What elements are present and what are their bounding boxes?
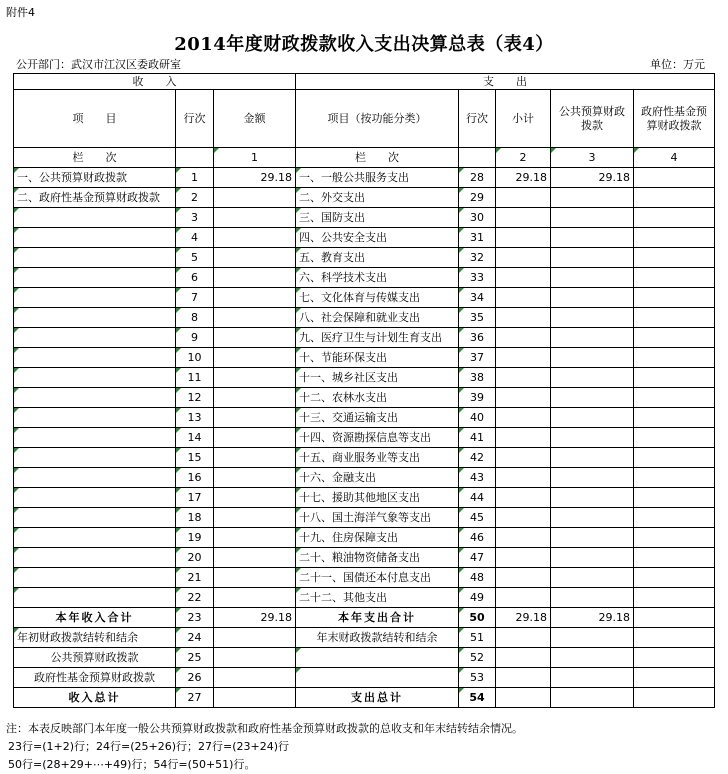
expense-public-budget-cell: [551, 468, 634, 488]
expense-line-cell: 51: [459, 628, 496, 648]
income-line-cell: 1: [176, 168, 214, 188]
expense-subtotal-cell: [496, 648, 551, 668]
expense-gov-fund-cell: [634, 548, 715, 568]
expense-subtotal-cell: [496, 588, 551, 608]
income-item-cell: [14, 488, 176, 508]
income-item-cell: 本年收入合计: [14, 608, 176, 628]
expense-subtotal-cell: [496, 408, 551, 428]
page-title: 2014年度财政拨款收入支出决算总表（表4）: [174, 34, 554, 55]
income-item-cell: 收入总计: [14, 688, 176, 708]
income-amount-cell: [214, 648, 296, 668]
income-amount-cell: [214, 668, 296, 688]
expense-line-cell: 39: [459, 388, 496, 408]
table-row: [14, 608, 715, 628]
expense-gov-fund-cell: [634, 308, 715, 328]
income-line-cell: 18: [176, 508, 214, 528]
expense-subtotal-cell: [496, 388, 551, 408]
expense-line-cell: 35: [459, 308, 496, 328]
income-item-cell: [14, 328, 176, 348]
expense-item-cell: 二十、粮油物资储备支出: [296, 548, 459, 568]
expense-public-budget-cell: [551, 308, 634, 328]
income-line-cell: 5: [176, 248, 214, 268]
income-section-header: 收 入: [14, 74, 296, 90]
income-line-cell: 21: [176, 568, 214, 588]
table-row: [14, 648, 715, 668]
income-line-cell: 9: [176, 328, 214, 348]
expense-gov-fund-cell: [634, 628, 715, 648]
col-header-amount: 金额: [214, 90, 296, 148]
table-row: [14, 588, 715, 608]
expense-line-cell: 34: [459, 288, 496, 308]
expense-gov-fund-cell: [634, 528, 715, 548]
expense-item-cell: 八、社会保障和就业支出: [296, 308, 459, 328]
expense-gov-fund-cell: [634, 268, 715, 288]
income-item-cell: [14, 308, 176, 328]
table-row: [14, 328, 715, 348]
expense-public-budget-cell: [551, 568, 634, 588]
table-row: [14, 428, 715, 448]
expense-subtotal-cell: 29.18: [496, 168, 551, 188]
expense-public-budget-cell: [551, 368, 634, 388]
income-item-cell: [14, 588, 176, 608]
note-line-3: 50行=(28+29+⋯+49)行；54行=(50+51)行。: [8, 758, 256, 771]
expense-gov-fund-cell: [634, 368, 715, 388]
col-header-gov-fund: 政府性基金预算财政拨款: [634, 90, 715, 148]
income-item-cell: [14, 208, 176, 228]
attachment-label: 附件4: [6, 6, 35, 19]
income-line-cell: 23: [176, 608, 214, 628]
expense-subtotal-cell: [496, 448, 551, 468]
expense-subtotal-cell: [496, 268, 551, 288]
expense-subtotal-cell: [496, 328, 551, 348]
expense-gov-fund-cell: [634, 448, 715, 468]
income-amount-cell: [214, 688, 296, 708]
income-item-cell: [14, 468, 176, 488]
expense-public-budget-cell: 29.18: [551, 608, 634, 628]
expense-subtotal-cell: [496, 508, 551, 528]
income-line-cell: 16: [176, 468, 214, 488]
table-notes: [6, 720, 523, 774]
expense-subtotal-cell: [496, 488, 551, 508]
expense-line-cell: 41: [459, 428, 496, 448]
expense-gov-fund-cell: [634, 488, 715, 508]
income-amount-cell: [214, 348, 296, 368]
expense-gov-fund-cell: [634, 168, 715, 188]
expense-item-cell: 年末财政拨款结转和结余: [296, 628, 459, 648]
income-amount-cell: [214, 528, 296, 548]
expense-line-cell: 48: [459, 568, 496, 588]
expense-public-budget-cell: 29.18: [551, 168, 634, 188]
expense-public-budget-cell: [551, 228, 634, 248]
table-row: [14, 668, 715, 688]
income-amount-cell: [214, 508, 296, 528]
expense-subtotal-cell: [496, 368, 551, 388]
expense-gov-fund-cell: [634, 428, 715, 448]
income-amount-cell: [214, 328, 296, 348]
table-row: [14, 548, 715, 568]
income-line-cell: 4: [176, 228, 214, 248]
income-amount-cell: [214, 428, 296, 448]
expense-item-cell: 十三、交通运输支出: [296, 408, 459, 428]
income-amount-cell: 29.18: [214, 168, 296, 188]
income-item-cell: [14, 388, 176, 408]
expense-public-budget-cell: [551, 328, 634, 348]
final-accounts-table: [13, 73, 715, 708]
col-index-2: 2: [496, 148, 551, 168]
expense-subtotal-cell: [496, 428, 551, 448]
expense-line-cell: 45: [459, 508, 496, 528]
income-amount-cell: [214, 268, 296, 288]
table-row: [14, 368, 715, 388]
expense-public-budget-cell: [551, 488, 634, 508]
income-amount-cell: [214, 308, 296, 328]
expense-subtotal-cell: [496, 668, 551, 688]
col-header-line2: 行次: [459, 90, 496, 148]
col-header-line: 行次: [176, 90, 214, 148]
expense-gov-fund-cell: [634, 228, 715, 248]
expense-item-cell: [296, 668, 459, 688]
col-index-label-2: 栏 次: [296, 148, 459, 168]
expense-item-cell: 十、节能环保支出: [296, 348, 459, 368]
expense-line-cell: 30: [459, 208, 496, 228]
income-line-cell: 6: [176, 268, 214, 288]
expense-item-cell: 本年支出合计: [296, 608, 459, 628]
expense-item-cell: 二十一、国债还本付息支出: [296, 568, 459, 588]
table-row: [14, 348, 715, 368]
income-amount-cell: [214, 488, 296, 508]
expense-subtotal-cell: [496, 468, 551, 488]
expense-subtotal-cell: [496, 688, 551, 708]
expense-line-cell: 36: [459, 328, 496, 348]
expense-public-budget-cell: [551, 648, 634, 668]
income-item-cell: [14, 448, 176, 468]
col-index-3: 3: [551, 148, 634, 168]
income-amount-cell: [214, 628, 296, 648]
expense-line-cell: 52: [459, 648, 496, 668]
col-header-item: 项 目: [14, 90, 176, 148]
expense-subtotal-cell: [496, 208, 551, 228]
expense-public-budget-cell: [551, 348, 634, 368]
income-item-cell: 年初财政拨款结转和结余: [14, 628, 176, 648]
expense-public-budget-cell: [551, 188, 634, 208]
income-amount-cell: [214, 548, 296, 568]
expense-item-cell: 十四、资源勘探信息等支出: [296, 428, 459, 448]
expense-gov-fund-cell: [634, 688, 715, 708]
income-amount-cell: [214, 568, 296, 588]
expense-item-cell: 十七、援助其他地区支出: [296, 488, 459, 508]
income-line-cell: 22: [176, 588, 214, 608]
expense-item-cell: 六、科学技术支出: [296, 268, 459, 288]
expense-public-budget-cell: [551, 268, 634, 288]
income-amount-cell: [214, 248, 296, 268]
expense-line-cell: 42: [459, 448, 496, 468]
income-item-cell: [14, 368, 176, 388]
expense-gov-fund-cell: [634, 608, 715, 628]
expense-line-cell: 31: [459, 228, 496, 248]
income-item-cell: 政府性基金预算财政拨款: [14, 668, 176, 688]
expense-subtotal-cell: [496, 528, 551, 548]
table-row: [14, 628, 715, 648]
income-line-cell: 13: [176, 408, 214, 428]
expense-item-cell: 十六、金融支出: [296, 468, 459, 488]
table-row: [14, 208, 715, 228]
expense-line-cell: 33: [459, 268, 496, 288]
income-line-cell: 25: [176, 648, 214, 668]
table-row: [14, 568, 715, 588]
expense-line-cell: 54: [459, 688, 496, 708]
expense-item-cell: 七、文化体育与传媒支出: [296, 288, 459, 308]
income-item-cell: [14, 248, 176, 268]
expense-public-budget-cell: [551, 248, 634, 268]
expense-public-budget-cell: [551, 668, 634, 688]
expense-line-cell: 40: [459, 408, 496, 428]
expense-line-cell: 43: [459, 468, 496, 488]
income-amount-cell: [214, 368, 296, 388]
table-row: [14, 508, 715, 528]
expense-item-cell: 十八、国土海洋气象等支出: [296, 508, 459, 528]
expense-line-cell: 29: [459, 188, 496, 208]
income-item-cell: [14, 348, 176, 368]
expense-subtotal-cell: [496, 628, 551, 648]
expense-subtotal-cell: [496, 308, 551, 328]
expense-public-budget-cell: [551, 428, 634, 448]
table-row: [14, 268, 715, 288]
income-amount-cell: 29.18: [214, 608, 296, 628]
income-line-cell: 8: [176, 308, 214, 328]
income-item-cell: 一、公共预算财政拨款: [14, 168, 176, 188]
income-line-cell: 10: [176, 348, 214, 368]
income-line-cell: 12: [176, 388, 214, 408]
income-line-cell: 11: [176, 368, 214, 388]
table-row: [14, 488, 715, 508]
table-row: [14, 388, 715, 408]
expense-line-cell: 38: [459, 368, 496, 388]
expense-gov-fund-cell: [634, 348, 715, 368]
expense-item-cell: 一、一般公共服务支出: [296, 168, 459, 188]
expense-item-cell: 三、国防支出: [296, 208, 459, 228]
expense-gov-fund-cell: [634, 288, 715, 308]
expense-public-budget-cell: [551, 508, 634, 528]
table-row: [14, 688, 715, 708]
expense-gov-fund-cell: [634, 588, 715, 608]
income-line-cell: 24: [176, 628, 214, 648]
income-amount-cell: [214, 188, 296, 208]
expense-subtotal-cell: 29.18: [496, 608, 551, 628]
expense-line-cell: 50: [459, 608, 496, 628]
table-row: [14, 448, 715, 468]
income-item-cell: [14, 268, 176, 288]
table-row: [14, 188, 715, 208]
table-row: [14, 228, 715, 248]
col-index-blank-2: [459, 148, 496, 168]
expense-subtotal-cell: [496, 248, 551, 268]
income-line-cell: 27: [176, 688, 214, 708]
expense-gov-fund-cell: [634, 408, 715, 428]
table-row: [14, 168, 715, 188]
income-item-cell: [14, 228, 176, 248]
expense-gov-fund-cell: [634, 668, 715, 688]
unit-label: 单位：万元: [650, 58, 705, 71]
col-header-subtotal: 小计: [496, 90, 551, 148]
income-amount-cell: [214, 228, 296, 248]
expense-gov-fund-cell: [634, 208, 715, 228]
expense-public-budget-cell: [551, 288, 634, 308]
income-amount-cell: [214, 388, 296, 408]
income-amount-cell: [214, 448, 296, 468]
expense-gov-fund-cell: [634, 328, 715, 348]
income-line-cell: 2: [176, 188, 214, 208]
income-amount-cell: [214, 468, 296, 488]
income-line-cell: 14: [176, 428, 214, 448]
expense-subtotal-cell: [496, 288, 551, 308]
expense-gov-fund-cell: [634, 568, 715, 588]
income-item-cell: 公共预算财政拨款: [14, 648, 176, 668]
income-item-cell: [14, 548, 176, 568]
expense-item-cell: 二十二、其他支出: [296, 588, 459, 608]
expense-item-cell: [296, 648, 459, 668]
expense-line-cell: 28: [459, 168, 496, 188]
income-item-cell: [14, 288, 176, 308]
expense-line-cell: 37: [459, 348, 496, 368]
expense-item-cell: 十五、商业服务业等支出: [296, 448, 459, 468]
col-header-public-budget: 公共预算财政拨款: [551, 90, 634, 148]
table-row: [14, 408, 715, 428]
expense-public-budget-cell: [551, 408, 634, 428]
expense-gov-fund-cell: [634, 388, 715, 408]
table-row: [14, 468, 715, 488]
expense-item-cell: 五、教育支出: [296, 248, 459, 268]
col-index-1: 1: [214, 148, 296, 168]
expense-item-cell: 支出总计: [296, 688, 459, 708]
income-item-cell: 二、政府性基金预算财政拨款: [14, 188, 176, 208]
table-row: [14, 248, 715, 268]
expense-line-cell: 47: [459, 548, 496, 568]
expense-line-cell: 53: [459, 668, 496, 688]
col-index-4: 4: [634, 148, 715, 168]
expense-public-budget-cell: [551, 528, 634, 548]
expense-item-cell: 十一、城乡社区支出: [296, 368, 459, 388]
expense-public-budget-cell: [551, 588, 634, 608]
income-item-cell: [14, 528, 176, 548]
expense-public-budget-cell: [551, 388, 634, 408]
income-line-cell: 3: [176, 208, 214, 228]
expense-public-budget-cell: [551, 448, 634, 468]
expense-subtotal-cell: [496, 188, 551, 208]
income-line-cell: 17: [176, 488, 214, 508]
income-item-cell: [14, 408, 176, 428]
expense-public-budget-cell: [551, 208, 634, 228]
expense-gov-fund-cell: [634, 248, 715, 268]
income-amount-cell: [214, 408, 296, 428]
col-header-func-item: 项目（按功能分类）: [296, 90, 459, 148]
income-item-cell: [14, 508, 176, 528]
table-row: [14, 308, 715, 328]
table-row: [14, 528, 715, 548]
expense-item-cell: 十九、住房保障支出: [296, 528, 459, 548]
income-line-cell: 26: [176, 668, 214, 688]
expense-item-cell: 九、医疗卫生与计划生育支出: [296, 328, 459, 348]
note-line-2: 23行=(1+2)行；24行=(25+26)行；27行=(23+24)行: [8, 740, 290, 753]
col-index-blank: [176, 148, 214, 168]
expense-gov-fund-cell: [634, 188, 715, 208]
income-amount-cell: [214, 588, 296, 608]
expense-line-cell: 46: [459, 528, 496, 548]
department-label: 公开部门：武汉市江汉区委政研室: [16, 58, 181, 71]
expense-item-cell: 四、公共安全支出: [296, 228, 459, 248]
expense-line-cell: 44: [459, 488, 496, 508]
income-line-cell: 19: [176, 528, 214, 548]
expense-gov-fund-cell: [634, 648, 715, 668]
note-line-1: 注：本表反映部门本年度一般公共预算财政拨款和政府性基金预算财政拨款的总收支和年末结转结余情况。: [6, 722, 523, 735]
col-index-label: 栏 次: [14, 148, 176, 168]
income-amount-cell: [214, 208, 296, 228]
expense-subtotal-cell: [496, 548, 551, 568]
income-item-cell: [14, 428, 176, 448]
expense-line-cell: 32: [459, 248, 496, 268]
expense-item-cell: 十二、农林水支出: [296, 388, 459, 408]
expense-gov-fund-cell: [634, 508, 715, 528]
table-row: [14, 288, 715, 308]
income-line-cell: 15: [176, 448, 214, 468]
expense-subtotal-cell: [496, 228, 551, 248]
expense-public-budget-cell: [551, 628, 634, 648]
expense-item-cell: 二、外交支出: [296, 188, 459, 208]
expense-subtotal-cell: [496, 568, 551, 588]
expense-public-budget-cell: [551, 548, 634, 568]
expense-gov-fund-cell: [634, 468, 715, 488]
income-item-cell: [14, 568, 176, 588]
expense-line-cell: 49: [459, 588, 496, 608]
expense-section-header: 支 出: [296, 74, 715, 90]
expense-subtotal-cell: [496, 348, 551, 368]
income-line-cell: 7: [176, 288, 214, 308]
income-amount-cell: [214, 288, 296, 308]
income-line-cell: 20: [176, 548, 214, 568]
expense-public-budget-cell: [551, 688, 634, 708]
